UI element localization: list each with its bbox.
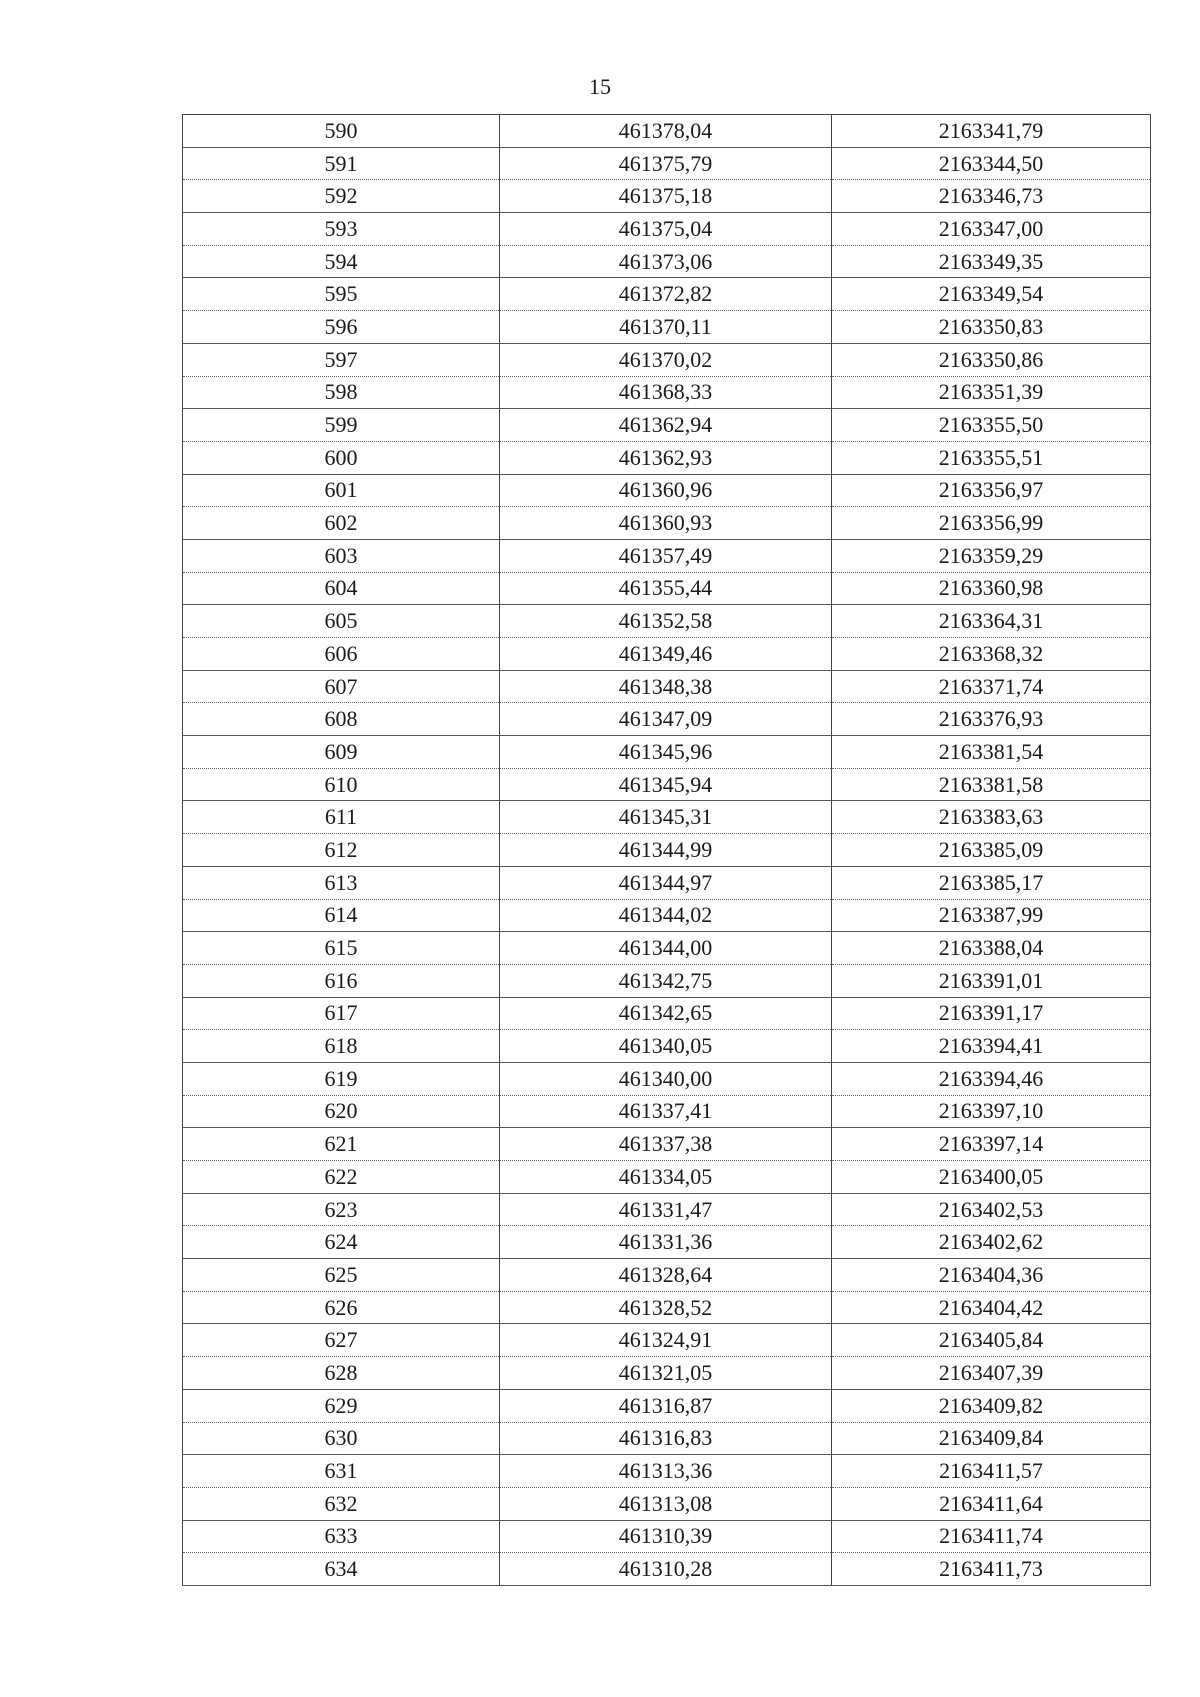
y-coordinate-cell: 2163411,73 [832, 1553, 1151, 1586]
y-coordinate-cell: 2163385,17 [832, 866, 1151, 899]
x-coordinate-cell: 461349,46 [500, 638, 832, 671]
y-coordinate-cell: 2163397,14 [832, 1128, 1151, 1161]
point-number-cell: 608 [183, 703, 500, 736]
point-number-cell: 598 [183, 376, 500, 409]
point-number-cell: 607 [183, 670, 500, 703]
y-coordinate-cell: 2163376,93 [832, 703, 1151, 736]
y-coordinate-cell: 2163407,39 [832, 1357, 1151, 1390]
table-row [183, 1030, 1151, 1063]
y-coordinate-cell: 2163411,64 [832, 1487, 1151, 1520]
table-row [183, 1095, 1151, 1128]
y-coordinate-cell: 2163409,84 [832, 1422, 1151, 1455]
point-number-cell: 627 [183, 1324, 500, 1357]
y-coordinate-cell: 2163404,36 [832, 1259, 1151, 1292]
y-coordinate-cell: 2163360,98 [832, 572, 1151, 605]
x-coordinate-cell: 461344,97 [500, 866, 832, 899]
table-row [183, 834, 1151, 867]
table-row [183, 899, 1151, 932]
y-coordinate-cell: 2163411,57 [832, 1455, 1151, 1488]
x-coordinate-cell: 461340,05 [500, 1030, 832, 1063]
table-row [183, 997, 1151, 1030]
y-coordinate-cell: 2163349,54 [832, 278, 1151, 311]
y-coordinate-cell: 2163356,99 [832, 507, 1151, 540]
point-number-cell: 624 [183, 1226, 500, 1259]
point-number-cell: 596 [183, 311, 500, 344]
point-number-cell: 615 [183, 932, 500, 965]
point-number-cell: 590 [183, 115, 500, 148]
point-number-cell: 597 [183, 343, 500, 376]
x-coordinate-cell: 461337,41 [500, 1095, 832, 1128]
y-coordinate-cell: 2163394,41 [832, 1030, 1151, 1063]
table-row [183, 572, 1151, 605]
x-coordinate-cell: 461342,75 [500, 964, 832, 997]
point-number-cell: 634 [183, 1553, 500, 1586]
point-number-cell: 612 [183, 834, 500, 867]
point-number-cell: 625 [183, 1259, 500, 1292]
coordinates-table [182, 114, 1151, 1586]
page-number: 15 [589, 74, 611, 99]
y-coordinate-cell: 2163394,46 [832, 1062, 1151, 1095]
table-row [183, 932, 1151, 965]
point-number-cell: 599 [183, 409, 500, 442]
x-coordinate-cell: 461352,58 [500, 605, 832, 638]
point-number-cell: 632 [183, 1487, 500, 1520]
table-row [183, 964, 1151, 997]
y-coordinate-cell: 2163383,63 [832, 801, 1151, 834]
y-coordinate-cell: 2163404,42 [832, 1291, 1151, 1324]
table-row [183, 638, 1151, 671]
point-number-cell: 609 [183, 736, 500, 769]
y-coordinate-cell: 2163355,50 [832, 409, 1151, 442]
x-coordinate-cell: 461378,04 [500, 115, 832, 148]
point-number-cell: 628 [183, 1357, 500, 1390]
coordinates-table-body [183, 115, 1151, 1586]
point-number-cell: 619 [183, 1062, 500, 1095]
x-coordinate-cell: 461342,65 [500, 997, 832, 1030]
point-number-cell: 603 [183, 539, 500, 572]
y-coordinate-cell: 2163351,39 [832, 376, 1151, 409]
table-row [183, 1389, 1151, 1422]
table-row [183, 736, 1151, 769]
table-row [183, 245, 1151, 278]
y-coordinate-cell: 2163350,86 [832, 343, 1151, 376]
table-row [183, 1226, 1151, 1259]
point-number-cell: 613 [183, 866, 500, 899]
x-coordinate-cell: 461345,96 [500, 736, 832, 769]
x-coordinate-cell: 461347,09 [500, 703, 832, 736]
x-coordinate-cell: 461324,91 [500, 1324, 832, 1357]
x-coordinate-cell: 461370,11 [500, 311, 832, 344]
point-number-cell: 602 [183, 507, 500, 540]
x-coordinate-cell: 461345,31 [500, 801, 832, 834]
table-row [183, 768, 1151, 801]
point-number-cell: 623 [183, 1193, 500, 1226]
point-number-cell: 601 [183, 474, 500, 507]
point-number-cell: 626 [183, 1291, 500, 1324]
x-coordinate-cell: 461328,52 [500, 1291, 832, 1324]
point-number-cell: 592 [183, 180, 500, 213]
x-coordinate-cell: 461373,06 [500, 245, 832, 278]
point-number-cell: 631 [183, 1455, 500, 1488]
y-coordinate-cell: 2163405,84 [832, 1324, 1151, 1357]
table-row [183, 1324, 1151, 1357]
table-row [183, 1553, 1151, 1586]
y-coordinate-cell: 2163402,53 [832, 1193, 1151, 1226]
x-coordinate-cell: 461372,82 [500, 278, 832, 311]
table-row [183, 180, 1151, 213]
y-coordinate-cell: 2163411,74 [832, 1520, 1151, 1553]
table-row [183, 539, 1151, 572]
table-row [183, 1291, 1151, 1324]
table-row [183, 147, 1151, 180]
x-coordinate-cell: 461362,93 [500, 441, 832, 474]
x-coordinate-cell: 461355,44 [500, 572, 832, 605]
point-number-cell: 620 [183, 1095, 500, 1128]
x-coordinate-cell: 461375,18 [500, 180, 832, 213]
x-coordinate-cell: 461344,99 [500, 834, 832, 867]
x-coordinate-cell: 461310,28 [500, 1553, 832, 1586]
point-number-cell: 621 [183, 1128, 500, 1161]
table-row [183, 1062, 1151, 1095]
table-row [183, 1422, 1151, 1455]
point-number-cell: 600 [183, 441, 500, 474]
point-number-cell: 614 [183, 899, 500, 932]
y-coordinate-cell: 2163359,29 [832, 539, 1151, 572]
x-coordinate-cell: 461316,83 [500, 1422, 832, 1455]
table-row [183, 213, 1151, 246]
point-number-cell: 616 [183, 964, 500, 997]
point-number-cell: 611 [183, 801, 500, 834]
table-row [183, 409, 1151, 442]
table-row [183, 1520, 1151, 1553]
y-coordinate-cell: 2163387,99 [832, 899, 1151, 932]
table-row [183, 1259, 1151, 1292]
x-coordinate-cell: 461321,05 [500, 1357, 832, 1390]
x-coordinate-cell: 461340,00 [500, 1062, 832, 1095]
point-number-cell: 593 [183, 213, 500, 246]
table-row [183, 1161, 1151, 1194]
table-row [183, 801, 1151, 834]
point-number-cell: 606 [183, 638, 500, 671]
y-coordinate-cell: 2163371,74 [832, 670, 1151, 703]
table-row [183, 441, 1151, 474]
x-coordinate-cell: 461344,00 [500, 932, 832, 965]
table-row [183, 866, 1151, 899]
y-coordinate-cell: 2163397,10 [832, 1095, 1151, 1128]
x-coordinate-cell: 461310,39 [500, 1520, 832, 1553]
point-number-cell: 617 [183, 997, 500, 1030]
table-row [183, 115, 1151, 148]
x-coordinate-cell: 461328,64 [500, 1259, 832, 1292]
y-coordinate-cell: 2163356,97 [832, 474, 1151, 507]
x-coordinate-cell: 461362,94 [500, 409, 832, 442]
x-coordinate-cell: 461360,96 [500, 474, 832, 507]
table-row [183, 1357, 1151, 1390]
table-row [183, 605, 1151, 638]
y-coordinate-cell: 2163388,04 [832, 932, 1151, 965]
x-coordinate-cell: 461316,87 [500, 1389, 832, 1422]
y-coordinate-cell: 2163381,54 [832, 736, 1151, 769]
point-number-cell: 630 [183, 1422, 500, 1455]
y-coordinate-cell: 2163409,82 [832, 1389, 1151, 1422]
y-coordinate-cell: 2163350,83 [832, 311, 1151, 344]
y-coordinate-cell: 2163341,79 [832, 115, 1151, 148]
x-coordinate-cell: 461345,94 [500, 768, 832, 801]
point-number-cell: 605 [183, 605, 500, 638]
x-coordinate-cell: 461360,93 [500, 507, 832, 540]
table-row [183, 1193, 1151, 1226]
table-row [183, 474, 1151, 507]
y-coordinate-cell: 2163391,17 [832, 997, 1151, 1030]
point-number-cell: 595 [183, 278, 500, 311]
point-number-cell: 622 [183, 1161, 500, 1194]
table-row [183, 376, 1151, 409]
x-coordinate-cell: 461348,38 [500, 670, 832, 703]
y-coordinate-cell: 2163364,31 [832, 605, 1151, 638]
point-number-cell: 604 [183, 572, 500, 605]
point-number-cell: 610 [183, 768, 500, 801]
table-row [183, 1128, 1151, 1161]
y-coordinate-cell: 2163349,35 [832, 245, 1151, 278]
x-coordinate-cell: 461337,38 [500, 1128, 832, 1161]
x-coordinate-cell: 461375,04 [500, 213, 832, 246]
y-coordinate-cell: 2163385,09 [832, 834, 1151, 867]
table-row [183, 1455, 1151, 1488]
y-coordinate-cell: 2163368,32 [832, 638, 1151, 671]
x-coordinate-cell: 461331,36 [500, 1226, 832, 1259]
x-coordinate-cell: 461344,02 [500, 899, 832, 932]
x-coordinate-cell: 461370,02 [500, 343, 832, 376]
point-number-cell: 629 [183, 1389, 500, 1422]
x-coordinate-cell: 461368,33 [500, 376, 832, 409]
y-coordinate-cell: 2163346,73 [832, 180, 1151, 213]
table-row [183, 703, 1151, 736]
point-number-cell: 618 [183, 1030, 500, 1063]
y-coordinate-cell: 2163347,00 [832, 213, 1151, 246]
y-coordinate-cell: 2163400,05 [832, 1161, 1151, 1194]
point-number-cell: 633 [183, 1520, 500, 1553]
y-coordinate-cell: 2163344,50 [832, 147, 1151, 180]
x-coordinate-cell: 461331,47 [500, 1193, 832, 1226]
table-row [183, 311, 1151, 344]
y-coordinate-cell: 2163381,58 [832, 768, 1151, 801]
point-number-cell: 591 [183, 147, 500, 180]
y-coordinate-cell: 2163402,62 [832, 1226, 1151, 1259]
table-row [183, 507, 1151, 540]
table-row [183, 1487, 1151, 1520]
table-row [183, 670, 1151, 703]
y-coordinate-cell: 2163391,01 [832, 964, 1151, 997]
x-coordinate-cell: 461357,49 [500, 539, 832, 572]
x-coordinate-cell: 461313,36 [500, 1455, 832, 1488]
x-coordinate-cell: 461375,79 [500, 147, 832, 180]
point-number-cell: 594 [183, 245, 500, 278]
x-coordinate-cell: 461334,05 [500, 1161, 832, 1194]
table-row [183, 343, 1151, 376]
x-coordinate-cell: 461313,08 [500, 1487, 832, 1520]
y-coordinate-cell: 2163355,51 [832, 441, 1151, 474]
table-row [183, 278, 1151, 311]
